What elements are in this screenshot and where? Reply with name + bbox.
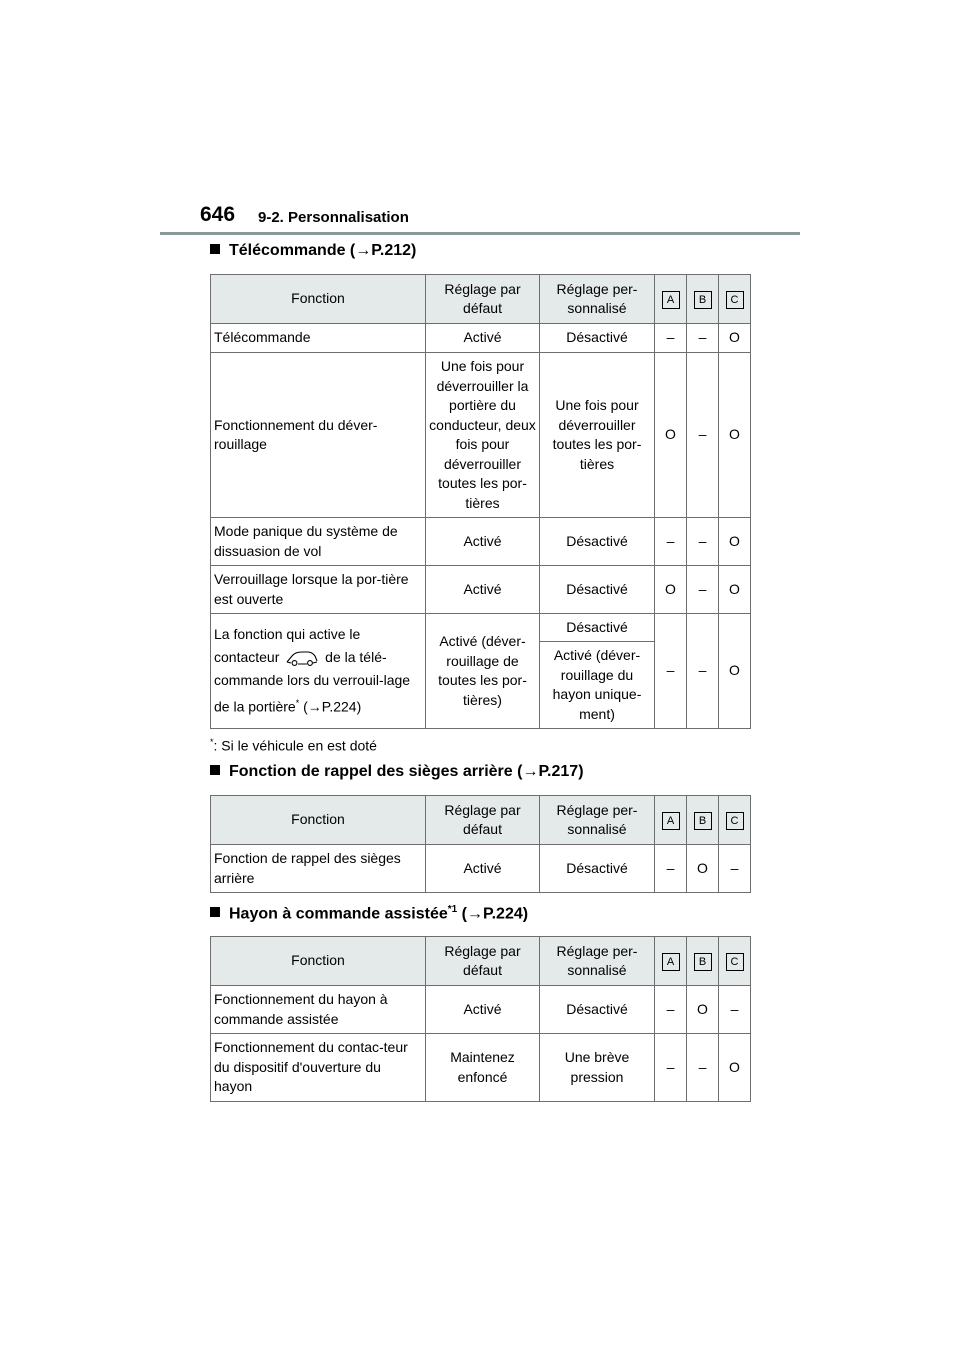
col-defaut: Réglage par défaut bbox=[426, 937, 540, 986]
table-row: La fonction qui active le contacteur de la télé-commande lors du verrouil-lage de la portière* (→P.224) Activé (déver-rouillage de toutes les por-tières) Désactivé – – O bbox=[211, 614, 751, 642]
col-perso: Réglage per-sonnalisé bbox=[540, 796, 655, 845]
col-b: B bbox=[687, 937, 719, 986]
col-fonction: Fonction bbox=[211, 796, 426, 845]
col-b: B bbox=[687, 796, 719, 845]
table-rappel-sieges bbox=[210, 795, 751, 893]
col-c: C bbox=[719, 796, 751, 845]
section-rappel-sieges-title: Fonction de rappel des sièges arrière (→P.217) bbox=[210, 763, 584, 781]
col-a: A bbox=[655, 796, 687, 845]
col-defaut: Réglage par défaut bbox=[426, 796, 540, 845]
table-header-row bbox=[211, 796, 751, 845]
col-a: A bbox=[655, 275, 687, 324]
footnote: *: Si le véhicule en est doté bbox=[210, 737, 377, 754]
col-fonction: Fonction bbox=[211, 275, 426, 324]
table-row: Télécommande Activé Désactivé – – O bbox=[211, 324, 751, 353]
table-header-row bbox=[211, 275, 751, 324]
table-telecommande bbox=[210, 274, 751, 729]
table-row: Fonctionnement du hayon à commande assistée Activé Désactivé – O – bbox=[211, 986, 751, 1034]
square-bullet-icon bbox=[210, 765, 220, 775]
table-hayon bbox=[210, 936, 751, 1102]
section-hayon-title: Hayon à commande assistée$^{*1}$ (→P.224) bbox=[210, 904, 528, 923]
table-row: Verrouillage lorsque la por-tière est ouverte Activé Désactivé O – O bbox=[211, 566, 751, 614]
car-key-icon bbox=[285, 650, 319, 666]
col-c: C bbox=[719, 937, 751, 986]
header-rule bbox=[160, 232, 800, 235]
page-number: 646 bbox=[200, 203, 236, 226]
table-row: Fonctionnement du déver-rouillage Une fois pour déverrouiller la portière du conducteur, deux fois pour déverrouiller toutes les por-tières Une fois pour déverrouiller toutes les por-tières O – O bbox=[211, 353, 751, 518]
col-c: C bbox=[719, 275, 751, 324]
chapter-title: 9-2. Personnalisation bbox=[258, 209, 409, 226]
col-perso: Réglage per-sonnalisé bbox=[540, 937, 655, 986]
col-defaut: Réglage par défaut bbox=[426, 275, 540, 324]
col-perso: Réglage per-sonnalisé bbox=[540, 275, 655, 324]
square-bullet-icon bbox=[210, 907, 220, 917]
section-telecommande-title: Télécommande (→P.212) bbox=[210, 242, 416, 260]
table-row: Activé (déver-rouillage du hayon unique-ment) bbox=[211, 642, 751, 729]
square-bullet-icon bbox=[210, 244, 220, 254]
table-row: Mode panique du système de dissuasion de vol Activé Désactivé – – O bbox=[211, 518, 751, 566]
table-row: Fonctionnement du contac-teur du dispositif d'ouverture du hayon Maintenez enfoncé Une brève pression – – O bbox=[211, 1034, 751, 1102]
table-header-row bbox=[211, 937, 751, 986]
col-fonction: Fonction bbox=[211, 937, 426, 986]
col-a: A bbox=[655, 937, 687, 986]
table-row: Fonction de rappel des sièges arrière Activé Désactivé – O – bbox=[211, 845, 751, 893]
col-b: B bbox=[687, 275, 719, 324]
